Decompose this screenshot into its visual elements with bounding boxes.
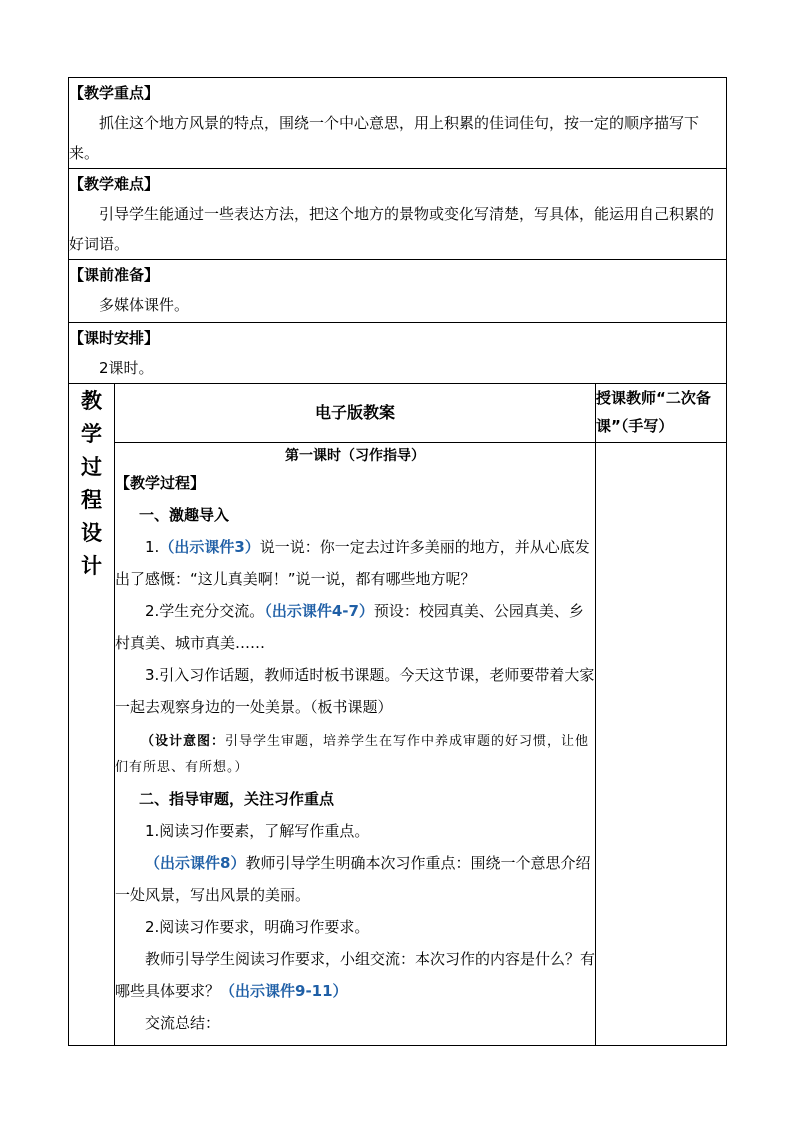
intro-item-2: 2.学生充分交流。（出示课件4-7）预设：校园真美、公园真美、乡村真美、城市真美…… <box>115 602 584 652</box>
key-points-text: 抓住这个地方风景的特点，围绕一个中心意思，用上积累的佳词佳句，按一定的顺序描写下来。 <box>69 114 700 162</box>
handwritten-notes-column <box>596 443 727 1046</box>
difficulties-text: 引导学生能通过一些表达方法，把这个地方的景物或变化写清楚，写具体，能运用自己积累的好词语。 <box>69 205 715 253</box>
preparation-text: 多媒体课件。 <box>99 296 190 314</box>
courseware-ref: （出示课件3） <box>159 538 260 556</box>
summary-label: 交流总结： <box>145 1014 221 1032</box>
process-heading: 【教学过程】 <box>115 474 206 492</box>
guide-item-1-detail: （出示课件8）教师引导学生明确本次习作重点：围绕一个意思介绍一处风景，写出风景的美丽。 <box>115 854 591 904</box>
process-body-row <box>69 443 727 1046</box>
schedule-text: 2课时。 <box>99 359 154 377</box>
key-points-heading: 【教学重点】 <box>69 84 160 102</box>
process-vertical-label: 教 学 过 程 设 计 <box>69 384 115 1046</box>
guide-item-2: 2.阅读习作要求，明确习作要求。 <box>145 918 370 936</box>
preparation-heading: 【课前准备】 <box>69 266 160 284</box>
lesson-plan-table <box>68 77 727 1046</box>
courseware-ref: （出示课件4-7） <box>264 602 374 620</box>
schedule-heading: 【课时安排】 <box>69 329 160 347</box>
section-preparation <box>69 260 727 323</box>
courseware-ref: （出示课件8） <box>145 854 246 872</box>
intro-item-3: 3.引入习作话题，教师适时板书课题。今天这节课，老师要带着大家一起去观察身边的一处美景。（板书课题） <box>115 666 595 716</box>
guide-item-2-detail: 教师引导学生阅读习作要求，小组交流：本次习作的内容是什么？有哪些具体要求？（出示课件9-11） <box>115 950 596 1000</box>
section-difficulties <box>69 169 727 260</box>
part1-heading: 一、激趣导入 <box>139 506 230 524</box>
intro-item-1: 1.（出示课件3）说一说：你一定去过许多美丽的地方，并从心底发出了感慨：“这儿真美啊！”说一说，都有哪些地方呢？ <box>115 538 590 588</box>
main-column-header: 电子版教案 <box>115 384 596 443</box>
courseware-ref: （出示课件9-11） <box>220 982 348 1000</box>
lesson-title: 第一课时（习作指导） <box>285 448 425 464</box>
guide-item-1: 1.阅读习作要素，了解写作重点。 <box>145 822 370 840</box>
design-intent: （设计意图：引导学生审题，培养学生在写作中养成审题的好习惯，让他们有所思、有所想。） <box>115 734 590 775</box>
part2-heading: 二、指导审题，关注习作重点 <box>139 790 335 808</box>
section-key-points <box>69 78 727 169</box>
section-schedule <box>69 323 727 384</box>
process-header-row <box>69 384 727 443</box>
lesson-content <box>115 443 596 1046</box>
difficulties-heading: 【教学难点】 <box>69 175 160 193</box>
side-column-header: 授课教师“二次备课”（手写） <box>596 384 727 443</box>
